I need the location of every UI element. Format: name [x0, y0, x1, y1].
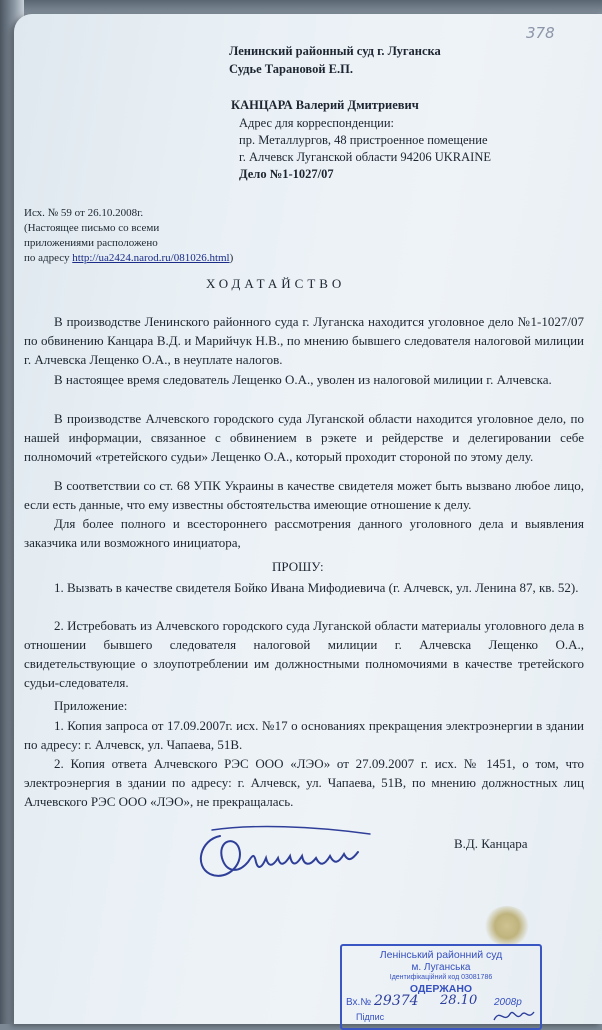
- reference-note-line2: приложениями расположено: [24, 237, 158, 249]
- sender-address-line2: г. Алчевск Луганской области 94206 UKRAINE: [239, 150, 492, 164]
- body-paragraph-2: В настоящее время следователь Лещенко О.А., уволен из налоговой милиции г. Алчевска.: [54, 372, 552, 387]
- stamp-entry-number: 29374: [374, 993, 419, 1009]
- attachment-item-1: 1. Копия запроса от 17.09.2007г. исх. №17 о основаниях прекращения электроэнергии в здании по адресу: г. Алчевск, ул. Чапаева, 51В.: [24, 718, 584, 752]
- body-paragraph-4: В соответствии со ст. 68 УПК Украины в качестве свидетеля может быть вызвано любое лицо, если есть данные, что ему известны обстоятельства имеющие отношение к делу.: [24, 478, 584, 512]
- reference-outgoing: Исх. № 59 от 26.10.2008г.: [24, 207, 144, 219]
- sender-name: КАНЦАРА Валерий Дмитриевич: [231, 98, 419, 112]
- addressee-court: Ленинский районный суд г. Луганска: [229, 44, 441, 58]
- signatory-name: В.Д. Канцара: [454, 836, 528, 851]
- document-title: ХОДАТАЙСТВО: [206, 276, 346, 291]
- stamp-entry-label: Вх.№: [346, 997, 372, 1008]
- stamp-signature-label: Підпис: [356, 1012, 385, 1022]
- attachments-heading: Приложение:: [54, 698, 128, 713]
- page-number: 378: [526, 24, 555, 42]
- body-paragraph-1: В производстве Ленинского районного суда г. Луганска находится уголовное дело №1-1027/07 по обвинению Канцара В.Д. и Марийчук Н.В., по мнению бывшего следователя налоговой милиции г. Алчевска Лещенко О.А., в неуплате налогов.: [24, 314, 584, 367]
- sender-address-line1: пр. Металлургов, 48 пристроенное помещение: [239, 133, 488, 147]
- received-stamp: [340, 944, 542, 1030]
- stamp-id-code: Ідентифікаційний код 03081786: [389, 974, 493, 981]
- stamp-entry-date: 28.10: [440, 993, 478, 1008]
- sender-address-label: Адрес для корреспонденции:: [239, 116, 395, 130]
- reference-note-line1: (Настоящее письмо со всеми: [24, 222, 160, 234]
- request-item-2: 2. Истребовать из Алчевского городского суда Луганской области материалы уголовного дела в отношении бывшего следователя налоговой милиции г. Алчевска Лещенко О.А., свидетельствующие о злоупотреблении им должностными полномочиями в качестве третейского судьи-следователя.: [24, 618, 584, 690]
- body-paragraph-5: Для более полного и всестороннего рассмотрения данного уголовного дела и выявления заказчика или возможного инициатора,: [24, 516, 584, 550]
- paper-stain: [484, 906, 530, 946]
- stamp-signature-scribble: [492, 1006, 536, 1026]
- stamp-received: ОДЕРЖАНО: [409, 983, 473, 995]
- addressee-judge: Судье Тарановой Е.П.: [229, 62, 353, 76]
- stamp-entry-year: 2008р: [494, 997, 522, 1008]
- body-paragraph-3: В производстве Алчевского городского суда Луганской области находится уголовное дело, по нашей информации, связанное с обвинением в рэкете и рейдерстве и делегировании себе полномочий «третейского судьи» Лещенко О.А., который проходит стороной по этому делу.: [24, 411, 584, 464]
- attachment-item-2: 2. Копия ответа Алчевского РЭС ООО «ЛЭО» от 27.09.2007 г. исх. № 1451, о том, что электроэнергия в здании по адресу: г. Алчевск, ул. Чапаева, 51В, по мнению должностных лиц Алчевского РЭС ООО «ЛЭО», не прекращалась.: [24, 756, 584, 809]
- stamp-city: м. Луганська: [411, 962, 471, 973]
- reference-url-link[interactable]: http://ua2424.narod.ru/081026.html: [72, 252, 230, 264]
- handwritten-signature: [192, 822, 392, 892]
- request-heading: ПРОШУ:: [272, 559, 324, 574]
- document-page: [14, 14, 602, 1024]
- reference-note-line3: по адресу http://ua2424.narod.ru/081026.html): [24, 252, 234, 264]
- stamp-court-name: Ленінський районний суд: [379, 949, 503, 961]
- request-item-1: 1. Вызвать в качестве свидетеля Бойко Ивана Мифодиевича (г. Алчевск, ул. Ленина 87, кв. 52).: [54, 580, 579, 595]
- case-number: Дело №1-1027/07: [239, 167, 334, 181]
